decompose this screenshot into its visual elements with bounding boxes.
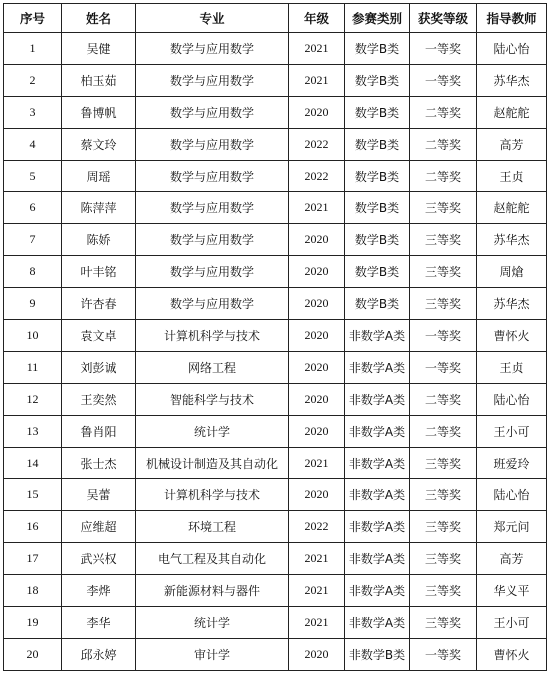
cell-grade: 2021	[289, 192, 345, 224]
cell-award-level: 二等奖	[410, 96, 477, 128]
cell-category: 数学B类	[345, 33, 410, 65]
cell-grade: 2020	[289, 383, 345, 415]
cell-major: 数学与应用数学	[136, 192, 289, 224]
cell-award-level: 二等奖	[410, 415, 477, 447]
cell-index: 19	[4, 607, 62, 639]
table-row	[4, 160, 547, 192]
cell-index: 15	[4, 479, 62, 511]
header-grade: 年级	[289, 4, 345, 33]
cell-advisor: 郑元问	[477, 511, 547, 543]
cell-index: 16	[4, 511, 62, 543]
cell-award-level: 三等奖	[410, 192, 477, 224]
cell-name: 陈娇	[62, 224, 136, 256]
cell-index: 5	[4, 160, 62, 192]
cell-advisor: 班爱玲	[477, 447, 547, 479]
cell-index: 12	[4, 383, 62, 415]
cell-award-level: 一等奖	[410, 64, 477, 96]
cell-award-level: 三等奖	[410, 447, 477, 479]
cell-index: 9	[4, 288, 62, 320]
cell-index: 20	[4, 638, 62, 670]
cell-grade: 2021	[289, 447, 345, 479]
cell-major: 统计学	[136, 415, 289, 447]
table-row	[4, 351, 547, 383]
cell-award-level: 三等奖	[410, 607, 477, 639]
table-row	[4, 224, 547, 256]
cell-name: 柏玉茹	[62, 64, 136, 96]
cell-advisor: 华义平	[477, 575, 547, 607]
cell-name: 鲁博帆	[62, 96, 136, 128]
cell-grade: 2020	[289, 224, 345, 256]
cell-advisor: 曹怀火	[477, 638, 547, 670]
cell-grade: 2022	[289, 160, 345, 192]
cell-name: 陈萍萍	[62, 192, 136, 224]
cell-major: 网络工程	[136, 351, 289, 383]
cell-index: 1	[4, 33, 62, 65]
cell-major: 数学与应用数学	[136, 224, 289, 256]
cell-award-level: 一等奖	[410, 320, 477, 352]
cell-award-level: 三等奖	[410, 575, 477, 607]
cell-advisor: 曹怀火	[477, 320, 547, 352]
table-header	[4, 4, 547, 33]
cell-category: 非数学A类	[345, 607, 410, 639]
cell-award-level: 三等奖	[410, 511, 477, 543]
cell-index: 6	[4, 192, 62, 224]
cell-grade: 2021	[289, 575, 345, 607]
cell-advisor: 苏华杰	[477, 64, 547, 96]
cell-name: 李烨	[62, 575, 136, 607]
cell-category: 数学B类	[345, 224, 410, 256]
cell-advisor: 陆心怡	[477, 33, 547, 65]
cell-award-level: 三等奖	[410, 543, 477, 575]
header-row	[4, 4, 547, 33]
cell-grade: 2020	[289, 320, 345, 352]
cell-grade: 2021	[289, 33, 345, 65]
cell-major: 数学与应用数学	[136, 96, 289, 128]
cell-advisor: 周熗	[477, 256, 547, 288]
cell-award-level: 二等奖	[410, 160, 477, 192]
cell-award-level: 一等奖	[410, 33, 477, 65]
cell-name: 鲁肖阳	[62, 415, 136, 447]
cell-category: 非数学A类	[345, 320, 410, 352]
cell-advisor: 王贞	[477, 160, 547, 192]
cell-major: 数学与应用数学	[136, 288, 289, 320]
table-row	[4, 479, 547, 511]
cell-major: 数学与应用数学	[136, 160, 289, 192]
cell-category: 数学B类	[345, 64, 410, 96]
cell-award-level: 一等奖	[410, 351, 477, 383]
cell-name: 吴蕾	[62, 479, 136, 511]
cell-grade: 2020	[289, 351, 345, 383]
table-row	[4, 33, 547, 65]
cell-index: 10	[4, 320, 62, 352]
table-row	[4, 415, 547, 447]
cell-grade: 2020	[289, 415, 345, 447]
cell-category: 数学B类	[345, 288, 410, 320]
header-major: 专业	[136, 4, 289, 33]
header-name: 姓名	[62, 4, 136, 33]
cell-grade: 2020	[289, 638, 345, 670]
table-row	[4, 256, 547, 288]
cell-category: 非数学A类	[345, 543, 410, 575]
table-row	[4, 575, 547, 607]
cell-major: 数学与应用数学	[136, 33, 289, 65]
cell-major: 数学与应用数学	[136, 256, 289, 288]
cell-name: 武兴权	[62, 543, 136, 575]
cell-advisor: 苏华杰	[477, 224, 547, 256]
cell-grade: 2020	[289, 256, 345, 288]
cell-major: 审计学	[136, 638, 289, 670]
cell-advisor: 陆心怡	[477, 479, 547, 511]
cell-grade: 2020	[289, 479, 345, 511]
cell-index: 18	[4, 575, 62, 607]
table-row	[4, 543, 547, 575]
cell-index: 11	[4, 351, 62, 383]
cell-advisor: 王小可	[477, 415, 547, 447]
cell-name: 叶丰铭	[62, 256, 136, 288]
awards-table	[3, 3, 547, 671]
cell-category: 数学B类	[345, 256, 410, 288]
cell-advisor: 王贞	[477, 351, 547, 383]
cell-advisor: 高芳	[477, 543, 547, 575]
cell-grade: 2020	[289, 288, 345, 320]
table-row	[4, 607, 547, 639]
cell-advisor: 高芳	[477, 128, 547, 160]
cell-grade: 2021	[289, 607, 345, 639]
cell-category: 数学B类	[345, 160, 410, 192]
table-body	[4, 33, 547, 671]
cell-category: 数学B类	[345, 192, 410, 224]
cell-category: 数学B类	[345, 96, 410, 128]
cell-name: 王奕然	[62, 383, 136, 415]
header-award-level: 获奖等级	[410, 4, 477, 33]
cell-name: 应维超	[62, 511, 136, 543]
cell-award-level: 三等奖	[410, 224, 477, 256]
cell-major: 环境工程	[136, 511, 289, 543]
table-row	[4, 64, 547, 96]
cell-name: 袁文卓	[62, 320, 136, 352]
cell-index: 3	[4, 96, 62, 128]
cell-advisor: 赵舵舵	[477, 192, 547, 224]
cell-grade: 2020	[289, 96, 345, 128]
cell-award-level: 一等奖	[410, 638, 477, 670]
header-advisor: 指导教师	[477, 4, 547, 33]
cell-category: 非数学A类	[345, 351, 410, 383]
cell-major: 数学与应用数学	[136, 128, 289, 160]
cell-category: 非数学A类	[345, 383, 410, 415]
cell-category: 非数学A类	[345, 479, 410, 511]
cell-category: 非数学A类	[345, 447, 410, 479]
cell-name: 刘彭诚	[62, 351, 136, 383]
table-row	[4, 447, 547, 479]
cell-award-level: 二等奖	[410, 128, 477, 160]
cell-name: 许杏春	[62, 288, 136, 320]
cell-index: 17	[4, 543, 62, 575]
cell-major: 新能源材料与器件	[136, 575, 289, 607]
cell-index: 14	[4, 447, 62, 479]
cell-grade: 2021	[289, 543, 345, 575]
cell-category: 数学B类	[345, 128, 410, 160]
cell-major: 统计学	[136, 607, 289, 639]
cell-award-level: 三等奖	[410, 288, 477, 320]
cell-category: 非数学A类	[345, 415, 410, 447]
cell-category: 非数学A类	[345, 511, 410, 543]
cell-grade: 2021	[289, 64, 345, 96]
table-row	[4, 192, 547, 224]
cell-major: 智能科学与技术	[136, 383, 289, 415]
table-row	[4, 288, 547, 320]
table-row	[4, 96, 547, 128]
cell-major: 计算机科学与技术	[136, 479, 289, 511]
cell-index: 13	[4, 415, 62, 447]
cell-major: 数学与应用数学	[136, 64, 289, 96]
cell-grade: 2022	[289, 511, 345, 543]
cell-index: 8	[4, 256, 62, 288]
header-category: 参赛类别	[345, 4, 410, 33]
cell-name: 邱永婷	[62, 638, 136, 670]
cell-name: 蔡文玲	[62, 128, 136, 160]
cell-major: 机械设计制造及其自动化	[136, 447, 289, 479]
cell-name: 张士杰	[62, 447, 136, 479]
cell-category: 非数学A类	[345, 575, 410, 607]
cell-name: 周瑶	[62, 160, 136, 192]
table-row	[4, 320, 547, 352]
cell-award-level: 三等奖	[410, 479, 477, 511]
cell-award-level: 三等奖	[410, 256, 477, 288]
cell-award-level: 二等奖	[410, 383, 477, 415]
cell-name: 吴健	[62, 33, 136, 65]
table-row	[4, 128, 547, 160]
table-row	[4, 511, 547, 543]
cell-name: 李华	[62, 607, 136, 639]
cell-major: 电气工程及其自动化	[136, 543, 289, 575]
cell-index: 2	[4, 64, 62, 96]
cell-advisor: 赵舵舵	[477, 96, 547, 128]
cell-major: 计算机科学与技术	[136, 320, 289, 352]
cell-advisor: 王小可	[477, 607, 547, 639]
header-index: 序号	[4, 4, 62, 33]
cell-index: 4	[4, 128, 62, 160]
table-row	[4, 638, 547, 670]
table-row	[4, 383, 547, 415]
cell-advisor: 苏华杰	[477, 288, 547, 320]
cell-category: 非数学B类	[345, 638, 410, 670]
cell-advisor: 陆心怡	[477, 383, 547, 415]
cell-index: 7	[4, 224, 62, 256]
cell-grade: 2022	[289, 128, 345, 160]
